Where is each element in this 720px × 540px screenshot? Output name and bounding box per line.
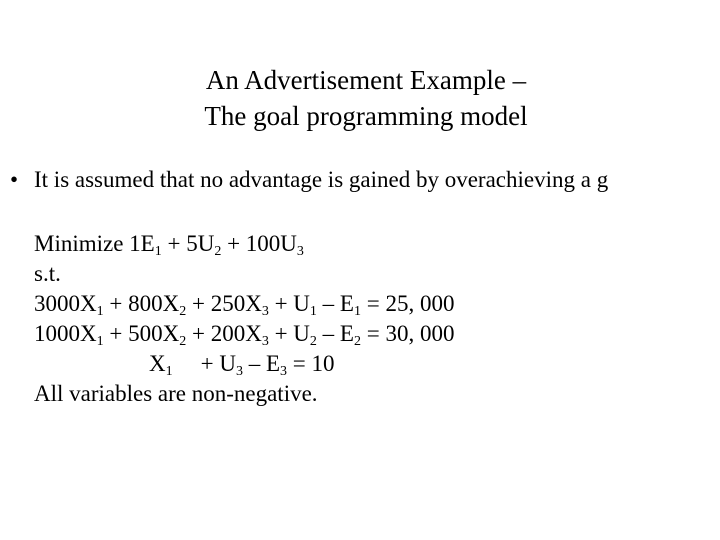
- bullet-dot-icon: •: [10, 167, 19, 192]
- constraint-term: + 500X: [103, 321, 180, 346]
- constraint-3: [34, 349, 454, 379]
- constraint-term: + U: [268, 321, 310, 346]
- subscript: 2: [214, 244, 222, 259]
- subscript: 3: [261, 334, 269, 349]
- objective-term: + 100U: [221, 231, 297, 256]
- constraint-rhs: = 10: [287, 351, 335, 376]
- subscript: 2: [353, 334, 361, 349]
- constraint-term: + 800X: [103, 291, 180, 316]
- title-line-1: An Advertisement Example –: [205, 65, 527, 95]
- constraint-term: 1000X: [34, 321, 97, 346]
- constraint-term: – E: [242, 351, 281, 376]
- constraint-term: – E: [316, 291, 354, 316]
- subscript: 2: [309, 334, 317, 349]
- subscript: 1: [353, 304, 361, 319]
- constraint-rhs: = 25, 000: [360, 291, 455, 316]
- goal-programming-model: [34, 229, 454, 409]
- subscript: 1: [154, 244, 162, 259]
- constraint-term: + U: [268, 291, 310, 316]
- subscript: 1: [96, 304, 104, 319]
- subscript: 1: [165, 364, 173, 379]
- subscript: 3: [296, 244, 304, 259]
- subject-to-label: s.t.: [34, 261, 61, 286]
- objective-term: Minimize 1E: [34, 231, 155, 256]
- constraint-term: + 200X: [186, 321, 262, 346]
- title-line-2: The goal programming model: [204, 101, 528, 131]
- constraint-term: 3000X: [34, 291, 97, 316]
- objective-term: + 5U: [161, 231, 215, 256]
- constraint-term: X: [149, 351, 166, 376]
- bullet-point: [10, 165, 608, 195]
- objective-function: [34, 229, 454, 259]
- constraint-1: [34, 289, 454, 319]
- non-negativity-note: All variables are non-negative.: [34, 381, 318, 406]
- constraint-rhs: = 30, 000: [360, 321, 455, 346]
- subscript: 1: [309, 304, 317, 319]
- slide-title: [0, 62, 720, 134]
- subscript: 3: [261, 304, 269, 319]
- subscript: 1: [96, 334, 104, 349]
- constraint-term: – E: [316, 321, 354, 346]
- bullet-text: It is assumed that no advantage is gained by overachieving a g: [34, 167, 609, 192]
- constraint-term: + 250X: [186, 291, 262, 316]
- constraint-2: [34, 319, 454, 349]
- constraint-term: + U: [200, 351, 236, 376]
- subscript: 3: [280, 364, 288, 379]
- subscript: 3: [235, 364, 243, 379]
- subscript: 2: [179, 304, 187, 319]
- subscript: 2: [179, 334, 187, 349]
